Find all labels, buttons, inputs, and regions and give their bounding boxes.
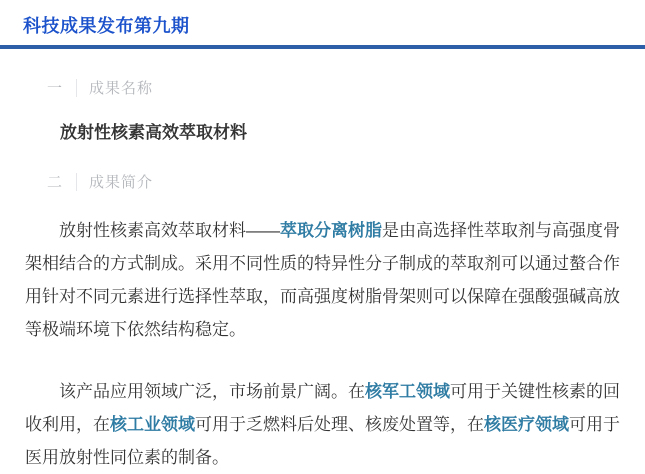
section-divider xyxy=(76,79,77,97)
body-text: 可用于医用放射性同位素的制备。 xyxy=(25,415,620,467)
section-heading-name xyxy=(47,77,645,98)
body-text: 可用于乏燃料后处理、核废处置等，在 xyxy=(195,415,484,434)
intro-paragraph xyxy=(25,214,620,346)
section-divider xyxy=(76,173,77,191)
section-label: 成果名称 xyxy=(89,80,154,97)
article-header xyxy=(0,0,645,38)
accent-term: 萃取分离树脂 xyxy=(280,221,382,240)
section-number: 一 xyxy=(47,80,63,97)
section-heading-intro xyxy=(47,171,645,192)
accent-term: 核军工领域 xyxy=(365,382,450,401)
body-text: 该产品应用领域广泛，市场前景广阔。在 xyxy=(59,382,365,401)
achievement-name: 放射性核素高效萃取材料 xyxy=(60,123,247,142)
title-underline-rule xyxy=(0,45,645,49)
article-body xyxy=(0,214,645,474)
body-text: 是由高选择性萃取剂与高强度骨架相结合的方式制成。采用不同性质的特异性分子制成的萃取剂可以通过螯合作用针对不同元素进行选择性萃取，而高强度树脂骨架则可以保障在强酸强碱高放等极端环境下依然结构稳定。 xyxy=(25,221,620,339)
section-label: 成果简介 xyxy=(89,174,154,191)
accent-term: 核医疗领域 xyxy=(484,415,569,434)
accent-term: 核工业领域 xyxy=(110,415,195,434)
section-number: 二 xyxy=(47,174,63,191)
body-text: 可用于关键性核素的回收利用，在 xyxy=(25,382,620,434)
page-title: 科技成果发布第九期 xyxy=(23,16,190,36)
body-text: 放射性核素高效萃取材料—— xyxy=(59,221,280,240)
application-paragraph xyxy=(25,375,620,474)
